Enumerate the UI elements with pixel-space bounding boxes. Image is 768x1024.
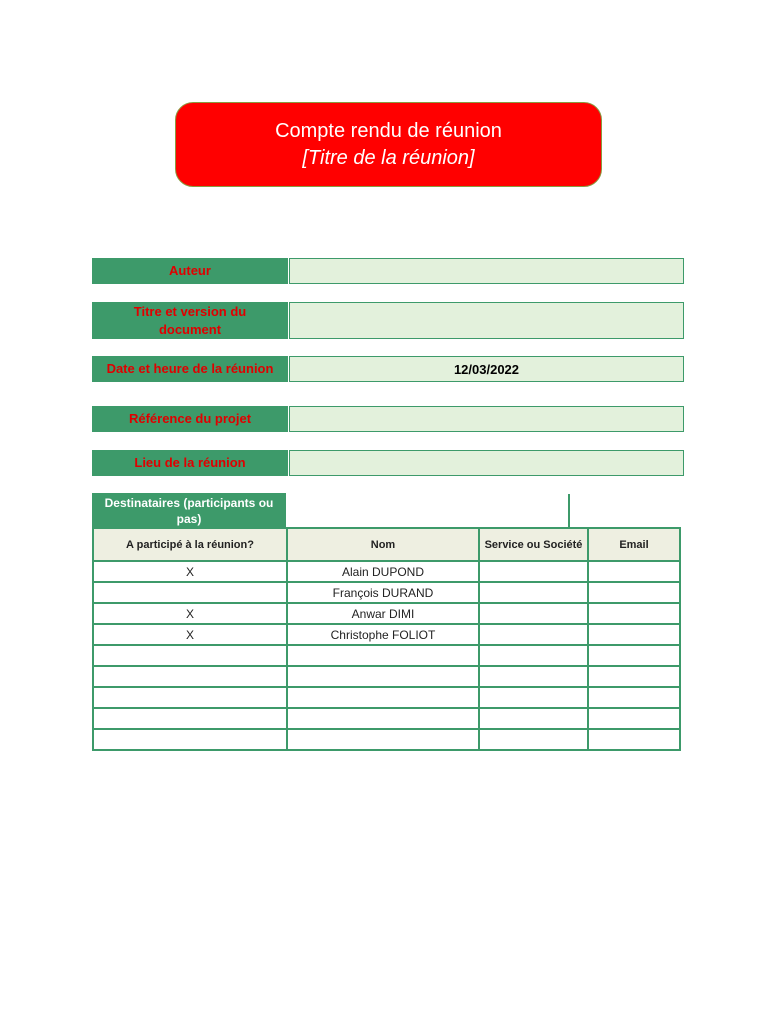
table-row	[93, 687, 680, 708]
email-cell[interactable]	[588, 687, 680, 708]
department-cell[interactable]	[479, 624, 588, 645]
email-column-header: Email	[588, 528, 680, 561]
name-cell[interactable]	[287, 645, 479, 666]
document-title-version-label: Titre et version du document	[92, 302, 288, 339]
email-cell[interactable]	[588, 645, 680, 666]
department-cell[interactable]	[479, 645, 588, 666]
table-header-row	[93, 528, 680, 561]
author-field[interactable]	[289, 258, 684, 284]
table-row	[93, 624, 680, 645]
email-cell[interactable]	[588, 729, 680, 750]
department-cell[interactable]	[479, 687, 588, 708]
attended-cell[interactable]	[93, 645, 287, 666]
project-reference-label: Référence du projet	[92, 406, 288, 432]
department-cell[interactable]	[479, 729, 588, 750]
project-reference-field[interactable]	[289, 406, 684, 432]
meeting-location-label: Lieu de la réunion	[92, 450, 288, 476]
department-cell[interactable]	[479, 666, 588, 687]
email-cell[interactable]	[588, 582, 680, 603]
table-row	[93, 561, 680, 582]
email-cell[interactable]	[588, 708, 680, 729]
attended-cell[interactable]	[93, 729, 287, 750]
email-cell[interactable]	[588, 561, 680, 582]
author-label: Auteur	[92, 258, 288, 284]
attended-cell[interactable]	[93, 666, 287, 687]
attended-cell[interactable]	[93, 687, 287, 708]
name-cell[interactable]: Anwar DIMI	[287, 603, 479, 624]
meeting-datetime-label: Date et heure de la réunion	[92, 356, 288, 382]
email-cell[interactable]	[588, 624, 680, 645]
document-title-version-field[interactable]	[289, 302, 684, 339]
name-cell[interactable]	[287, 729, 479, 750]
table-row	[93, 666, 680, 687]
department-cell[interactable]	[479, 561, 588, 582]
meeting-title-placeholder: [Titre de la réunion]	[302, 147, 475, 169]
department-column-header: Service ou Société	[479, 528, 588, 561]
department-cell[interactable]	[479, 582, 588, 603]
table-row	[93, 603, 680, 624]
attended-cell[interactable]: X	[93, 603, 287, 624]
attended-cell[interactable]: X	[93, 561, 287, 582]
name-cell[interactable]: François DURAND	[287, 582, 479, 603]
name-column-header: Nom	[287, 528, 479, 561]
table-row	[93, 729, 680, 750]
name-cell[interactable]	[287, 687, 479, 708]
attended-cell[interactable]	[93, 582, 287, 603]
column-divider	[568, 494, 570, 527]
attended-column-header: A participé à la réunion?	[93, 528, 287, 561]
recipients-heading: Destinataires (participants ou pas)	[92, 493, 286, 528]
table-row	[93, 645, 680, 666]
name-cell[interactable]	[287, 666, 479, 687]
title-banner	[175, 102, 602, 187]
meeting-datetime-field[interactable]: 12/03/2022	[289, 356, 684, 382]
attended-cell[interactable]	[93, 708, 287, 729]
email-cell[interactable]	[588, 666, 680, 687]
participants-table	[92, 527, 681, 751]
table-row	[93, 708, 680, 729]
department-cell[interactable]	[479, 603, 588, 624]
department-cell[interactable]	[479, 708, 588, 729]
email-cell[interactable]	[588, 603, 680, 624]
document-title: Compte rendu de réunion	[275, 120, 502, 142]
attended-cell[interactable]: X	[93, 624, 287, 645]
meeting-location-field[interactable]	[289, 450, 684, 476]
name-cell[interactable]: Christophe FOLIOT	[287, 624, 479, 645]
name-cell[interactable]	[287, 708, 479, 729]
table-row	[93, 582, 680, 603]
name-cell[interactable]: Alain DUPOND	[287, 561, 479, 582]
